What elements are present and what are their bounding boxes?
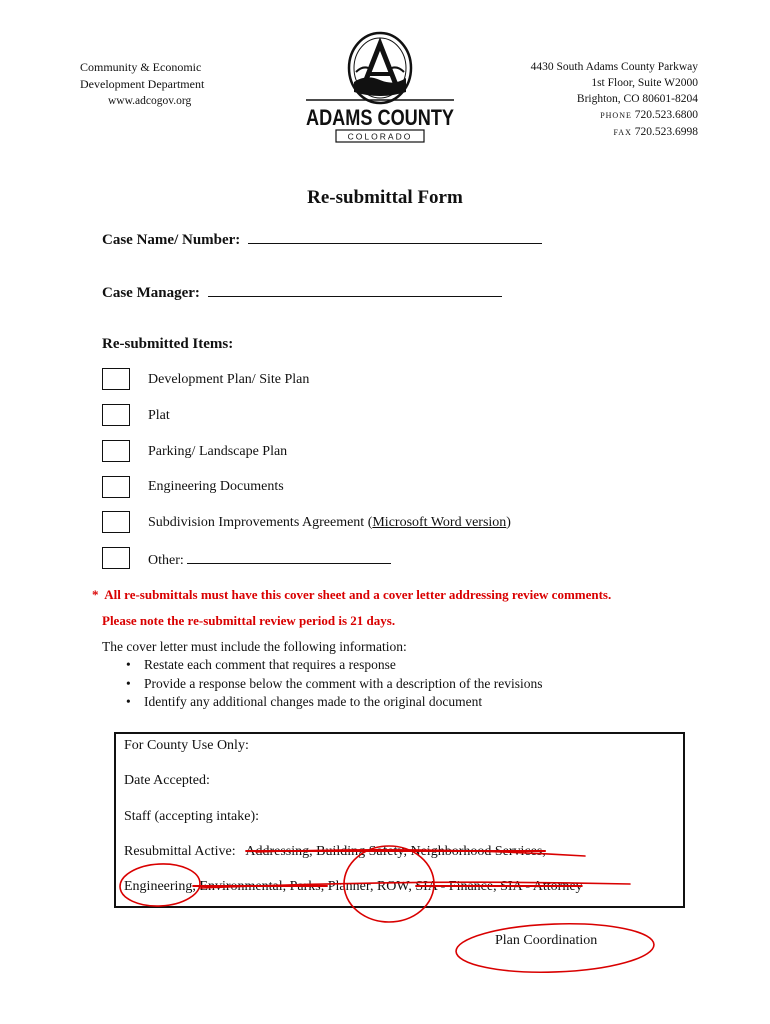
item-plat: Plat [148, 408, 170, 423]
logo-state: COLORADO [347, 131, 413, 142]
fax-label: FAX [613, 128, 632, 137]
struck-sia: SIA - Finance, SIA - Attorney [415, 879, 583, 894]
resubmittal-active-row [124, 844, 546, 860]
dept-engineering: Engineering [124, 879, 193, 894]
requirement-item-3: • Identify any additional changes made to the original document [122, 693, 543, 712]
item-engineering-documents: Engineering Documents [148, 479, 284, 494]
date-accepted-label: Date Accepted: [124, 773, 210, 788]
address-line-3: Brighton, CO 80601-8204 [576, 93, 698, 105]
struck-departments-1: Addressing, Building Safety, Neighborhood Services, [245, 844, 546, 859]
address-block [498, 59, 698, 141]
notice-text-2: Please note the re-submittal review period is 21 days. [102, 613, 396, 628]
requirement-item-2: • Provide a response below the comment with a description of the revisions [122, 675, 543, 694]
fax-number: 720.523.6998 [634, 126, 698, 138]
checkbox-sia[interactable] [102, 511, 130, 533]
other-field[interactable] [187, 551, 391, 564]
case-name-row [102, 229, 542, 249]
letter-intro: The cover letter must include the following information: [102, 639, 407, 654]
requirements-list [122, 656, 543, 712]
phone-line [498, 107, 698, 124]
case-manager-label: Case Manager: [102, 285, 200, 301]
checkbox-parking-landscape[interactable] [102, 440, 130, 462]
department-block [80, 59, 204, 110]
notice-star: * [92, 587, 99, 602]
notice-line-1 [92, 587, 611, 603]
item-development-plan: Development Plan/ Site Plan [148, 372, 310, 387]
department-line-1: Community & Economic [80, 60, 202, 74]
phone-label: PHONE [600, 111, 632, 120]
item-other-row [148, 551, 391, 569]
adams-county-logo [300, 30, 460, 145]
item-sia-row [148, 515, 511, 531]
case-manager-row [102, 282, 502, 302]
checkbox-development-plan[interactable] [102, 368, 130, 390]
checkbox-engineering-documents[interactable] [102, 476, 130, 498]
department-line-2: Development Department [80, 77, 205, 91]
sia-word-link[interactable]: Microsoft Word version [372, 515, 507, 530]
fax-line [498, 124, 698, 141]
staff-label: Staff (accepting intake): [124, 809, 260, 824]
address-line-2: 1st Floor, Suite W2000 [591, 77, 698, 89]
item-sia: Subdivision Improvements Agreement ( [148, 515, 373, 530]
notice-text-1: All re-submittals must have this cover sheet and a cover letter addressing review comments. [104, 587, 612, 602]
departments-row-2 [124, 879, 583, 895]
logo-name: ADAMS COUNTY [306, 105, 455, 130]
sia-close-paren: ) [506, 515, 511, 530]
form-title: Re-submittal Form [307, 187, 463, 208]
case-name-field[interactable] [248, 229, 542, 244]
dept-separator: , [408, 879, 416, 894]
item-parking-landscape: Parking/ Landscape Plan [148, 444, 288, 459]
items-label: Re-submitted Items: [102, 336, 234, 352]
checkbox-plat[interactable] [102, 404, 130, 426]
plan-coordination-note: Plan Coordination [495, 933, 598, 948]
address-line-1: 4430 South Adams County Parkway [530, 61, 698, 73]
website-link[interactable]: www.adcogov.org [108, 95, 192, 107]
phone-number: 720.523.6800 [634, 109, 698, 121]
requirement-item-1: • Restate each comment that requires a response [122, 656, 543, 675]
case-manager-field[interactable] [208, 282, 502, 297]
item-other: Other: [148, 553, 184, 568]
dept-planner-row: Planner, ROW [327, 879, 409, 894]
struck-env-parks: , Environmental, Parks, [192, 879, 328, 894]
resubmittal-active-label: Resubmittal Active: [124, 844, 236, 859]
case-name-label: Case Name/ Number: [102, 232, 241, 248]
checkbox-other[interactable] [102, 547, 130, 569]
county-use-heading: For County Use Only: [124, 738, 249, 753]
